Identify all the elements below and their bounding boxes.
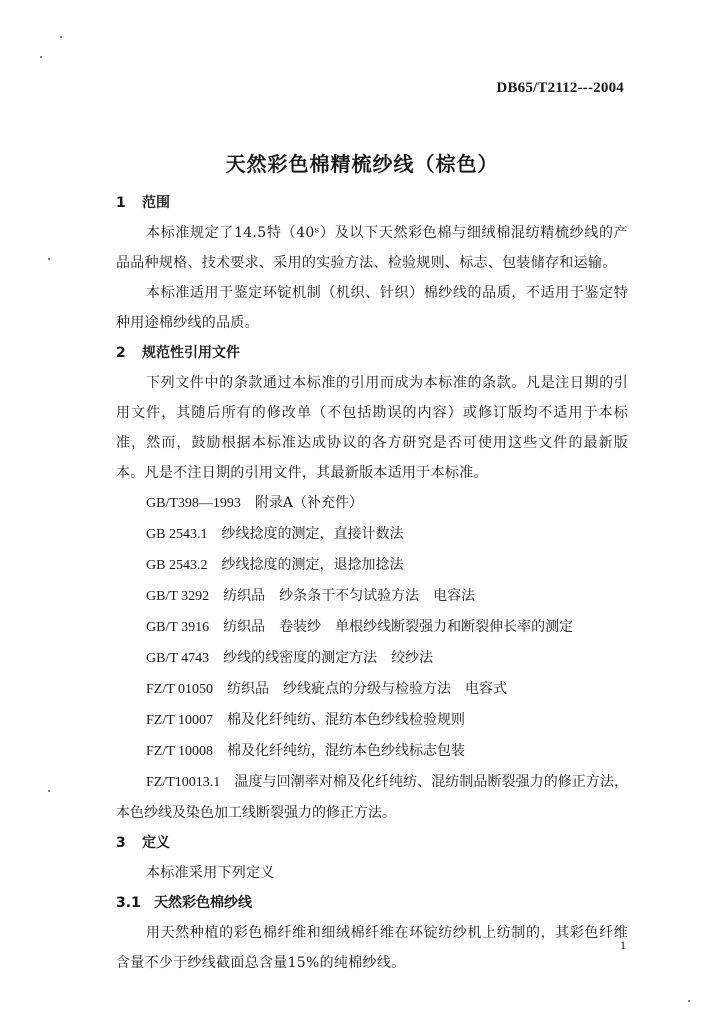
reference-list (116, 488, 628, 828)
reference-item (116, 581, 628, 612)
subsection-3-1-paragraph: 用天然种植的彩色棉纤维和细绒棉纤维在环锭纺纱机上纺制的，其彩色纤维含量不少于纱线截面总含量15%的纯棉纱线。 (116, 925, 628, 971)
section-2-heading (116, 338, 628, 368)
reference-item (116, 674, 628, 705)
reference-title: 纺织品 纱条条干不匀试验方法 电容法 (223, 588, 476, 604)
section-3-heading (116, 828, 628, 858)
reference-item (116, 736, 628, 767)
subsection-3-1-heading (116, 888, 628, 918)
scan-speck (40, 56, 42, 58)
reference-item (116, 705, 628, 736)
reference-code: GB/T 3292 (146, 589, 210, 604)
reference-item (116, 519, 628, 550)
subsection-title: 天然彩色棉纱线 (154, 895, 252, 911)
reference-title: 纺织品 纱线疵点的分级与检验方法 电容式 (227, 681, 508, 697)
reference-code: GB 2543.1 (146, 527, 208, 542)
reference-code: FZ/T 10007 (146, 713, 214, 728)
reference-code: GB/T 4743 (146, 651, 210, 666)
reference-item (116, 643, 628, 674)
reference-code: FZ/T 01050 (146, 682, 214, 697)
subsection-number: 3.1 (116, 895, 141, 911)
document-body (116, 188, 628, 978)
reference-title: 棉及化纤纯纺、混纺本色纱线检验规则 (227, 712, 466, 728)
reference-title: 温度与回潮率对棉及化纤纯纺、混纺制品断裂强力的修正方法，本色纱线及染色加工线断裂强力的修正方法。 (116, 774, 629, 821)
reference-title: 附录A（补充件） (254, 495, 364, 511)
section-number: 3 (116, 835, 126, 851)
reference-code: FZ/T 10008 (146, 744, 214, 759)
section-2-paragraph-1: 下列文件中的条款通过本标准的引用而成为本标准的条款。凡是注日期的引用文件，其随后所有的修改单（不包括勘误的内容）或修订版均不适用于本标准，然而，鼓励根据本标准达成协议的各方研究是否可使用这些文件的最新版本。凡是不注日期的引用文件，其最新版本适用于本标准。 (116, 375, 628, 481)
scan-speck (48, 790, 50, 792)
reference-title: 纺织品 卷装纱 单根纱线断裂强力和断裂伸长率的测定 (223, 619, 574, 635)
reference-title: 纱线捻度的测定，直接计数法 (221, 526, 404, 542)
scan-speck (688, 1000, 690, 1002)
section-number: 2 (116, 345, 126, 361)
reference-code: GB/T398—1993 (146, 496, 241, 511)
section-1-paragraph-2: 本标准适用于鉴定环锭机制（机织、针织）棉纱线的品质，不适用于鉴定特种用途棉纱线的品质。 (116, 285, 628, 331)
reference-item (116, 767, 628, 828)
reference-item (116, 612, 628, 643)
reference-title: 棉及化纤纯纺，混纺本色纱线标志包装 (227, 743, 466, 759)
reference-item (116, 550, 628, 581)
section-3-paragraph-1: 本标准采用下列定义 (146, 865, 275, 881)
reference-code: FZ/T10013.1 (146, 775, 221, 790)
reference-code: GB/T 3916 (146, 620, 210, 635)
scan-speck (48, 258, 50, 260)
section-title: 规范性引用文件 (142, 345, 240, 361)
section-title: 范围 (142, 195, 170, 211)
section-1-paragraph-1: 本标准规定了14.5特（40ˢ）及以下天然彩色棉与细绒棉混纺精梳纱线的产品品种规格、技术要求、采用的实验方法、检验规则、标志、包装储存和运输。 (116, 225, 628, 271)
section-number: 1 (116, 195, 126, 211)
standard-code: DB65/T2112---2004 (496, 80, 624, 96)
scan-speck (60, 36, 62, 38)
section-title: 定义 (142, 835, 170, 851)
section-1-heading (116, 188, 628, 218)
reference-item (116, 488, 628, 519)
reference-title: 纱线的线密度的测定方法 绞纱法 (223, 650, 434, 666)
reference-code: GB 2543.2 (146, 558, 208, 573)
reference-title: 纱线捻度的测定，退捻加捻法 (221, 557, 404, 573)
document-title: 天然彩色棉精梳纱线（棕色） (225, 152, 499, 176)
page-number: 1 (620, 938, 626, 952)
